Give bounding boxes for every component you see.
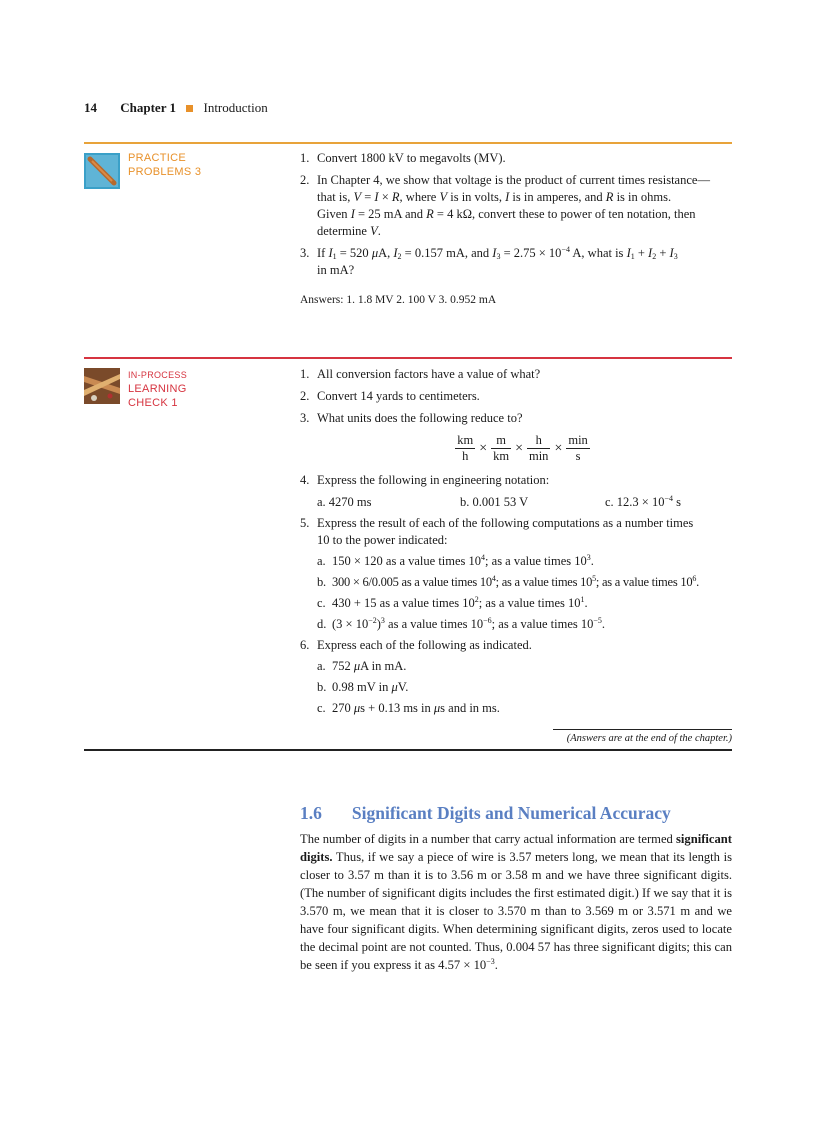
fraction: $\frac{km}{h}$: [457, 433, 474, 463]
check-rule: [84, 357, 732, 359]
item-number: 2.: [300, 173, 310, 187]
practice-label-line1: PRACTICE: [128, 152, 187, 164]
item-number: 5.: [300, 516, 310, 530]
check-label-line2: LEARNING: [128, 383, 187, 395]
chapter-section: Introduction: [203, 100, 268, 115]
item-text: Convert 1800 kV to megavolts (MV).: [317, 151, 506, 165]
check-item-4-options: [317, 494, 735, 511]
chapter-label: Chapter 1: [120, 100, 176, 115]
practice-label: [128, 151, 201, 179]
times-sign: ×: [554, 440, 563, 456]
fraction: $\frac{m}{km}$: [493, 433, 510, 463]
item-text-line: in mA?: [317, 263, 355, 277]
times-sign: ×: [515, 440, 523, 456]
check-item-4: [300, 472, 735, 489]
item-text: Convert 14 yards to centimeters.: [317, 389, 480, 403]
practice-rule: [84, 142, 732, 144]
practice-label-line2: PROBLEMS 3: [128, 166, 202, 178]
practice-item-3: [300, 245, 735, 279]
item-text-line: In Chapter 4, we show that voltage is the product of current times resistance—: [317, 173, 710, 187]
item-number: 6.: [300, 638, 310, 652]
check-item-6a: a. 752 μA in mA.: [317, 659, 407, 673]
answers-note-rule: [553, 729, 732, 730]
fraction: $\frac{\min}{s}$: [568, 433, 588, 463]
check-item-5: [300, 515, 735, 549]
option-b: b. 0.001 53 V: [460, 495, 529, 509]
running-header: [84, 100, 268, 116]
check-item-3: [300, 410, 735, 427]
item-text-line: Given I = 25 mA and R = 4 kΩ, convert these to power of ten notation, then: [317, 207, 696, 221]
practice-thumbnail-icon: [84, 153, 120, 189]
option-a: a. 4270 ms: [317, 495, 372, 509]
item-text-line: determine V.: [317, 224, 381, 238]
practice-problems: [300, 150, 735, 284]
check-bottom-rule: [84, 749, 732, 751]
check-item-1: [300, 366, 735, 383]
option-c: c. $12.3 \times 10^{-4}$ s: [605, 494, 681, 509]
term-significant-digits: significant digits.: [300, 832, 732, 864]
item-number: 1.: [300, 367, 310, 381]
check-label-line3: CHECK 1: [128, 397, 178, 409]
check-item-6b: b. 0.98 mV in μV.: [317, 680, 409, 694]
times-sign: ×: [479, 440, 488, 456]
check-item-6c: c. 270 μs + 0.13 ms in μs and in ms.: [317, 701, 500, 715]
section-number: 1.6: [300, 803, 322, 823]
check-item-5d: d. $(3 \times 10^{-2})^3$ as a value times $10^{-6}$; as a value times $10^{-5}$.: [317, 616, 606, 631]
item-number: 3.: [300, 246, 310, 260]
page-number: 14: [84, 100, 97, 115]
check-label-line1: IN-PROCESS: [128, 370, 188, 380]
section-paragraph: The number of digits in a number that carry actual information are termed significant digits. Thus, if we say a piece of wire is 3.57 meters long, we mean that its length is closer to 3.57 m than it is to 3.56 m or 3.58 m and we have three significant digits. (The number of significant digits includes the first estimated digit.) If we say that it is 3.570 m, we mean that it is closer to 3.570 m than to 3.569 m or 3.571 m and we have four significant digits. When determining significant digits, zeros used to locate the decimal point are not counted. Thus, 0.004 57 has three significant digits; this can be seen if you express it as $4.57 \times 10^{-3}$.: [300, 832, 732, 972]
check-thumbnail-icon: [84, 368, 120, 404]
item-text: What units does the following reduce to?: [317, 411, 523, 425]
check-item-5a: a. 150 × 120 as a value times $10^4$; as a value times $10^3$.: [317, 553, 594, 568]
item-number: 4.: [300, 473, 310, 487]
item-number: 3.: [300, 411, 310, 425]
item-text-line: that is, V = I × R, where V is in volts, I is in amperes, and R is in ohms.: [317, 190, 672, 204]
item-text-line: If $I_1 = 520$ μA, $I_2 = 0.157$ mA, and $I_3 = 2.75 \times 10^{-4}$ A, what is $I_1 + I_2 + I_3$: [317, 245, 678, 261]
check-item-5c: c. 430 + 15 as a value times $10^2$; as a value times $10^1$.: [317, 595, 588, 610]
check-label: [128, 368, 187, 410]
check-item-5b: b. 300 × 6/0.005 as a value times $10^4$; as a value times $10^5$; as a value times $10^6$.: [317, 574, 699, 589]
fraction: $\frac{h}{\min}$: [528, 433, 549, 463]
section-title: Significant Digits and Numerical Accuracy: [351, 803, 671, 823]
header-square-icon: [186, 105, 193, 112]
item-text-line: 10 to the power indicated:: [317, 533, 448, 547]
check-item-6: [300, 637, 735, 654]
section-heading: [300, 803, 671, 824]
item-text: Express each of the following as indicated.: [317, 638, 532, 652]
unit-fraction-expression: [300, 433, 735, 464]
practice-answers: Answers: 1. 1.8 MV 2. 100 V 3. 0.952 mA: [300, 294, 497, 306]
item-number: 2.: [300, 389, 310, 403]
item-text-line: Express the result of each of the following computations as a number times: [317, 516, 694, 530]
item-number: 1.: [300, 151, 310, 165]
item-text: All conversion factors have a value of what?: [317, 367, 541, 381]
check-questions: [300, 366, 735, 721]
item-text: Express the following in engineering notation:: [317, 473, 550, 487]
practice-item-1: [300, 150, 735, 167]
answers-note: (Answers are at the end of the chapter.): [566, 733, 732, 744]
practice-item-2: [300, 172, 735, 240]
check-item-2: [300, 388, 735, 405]
